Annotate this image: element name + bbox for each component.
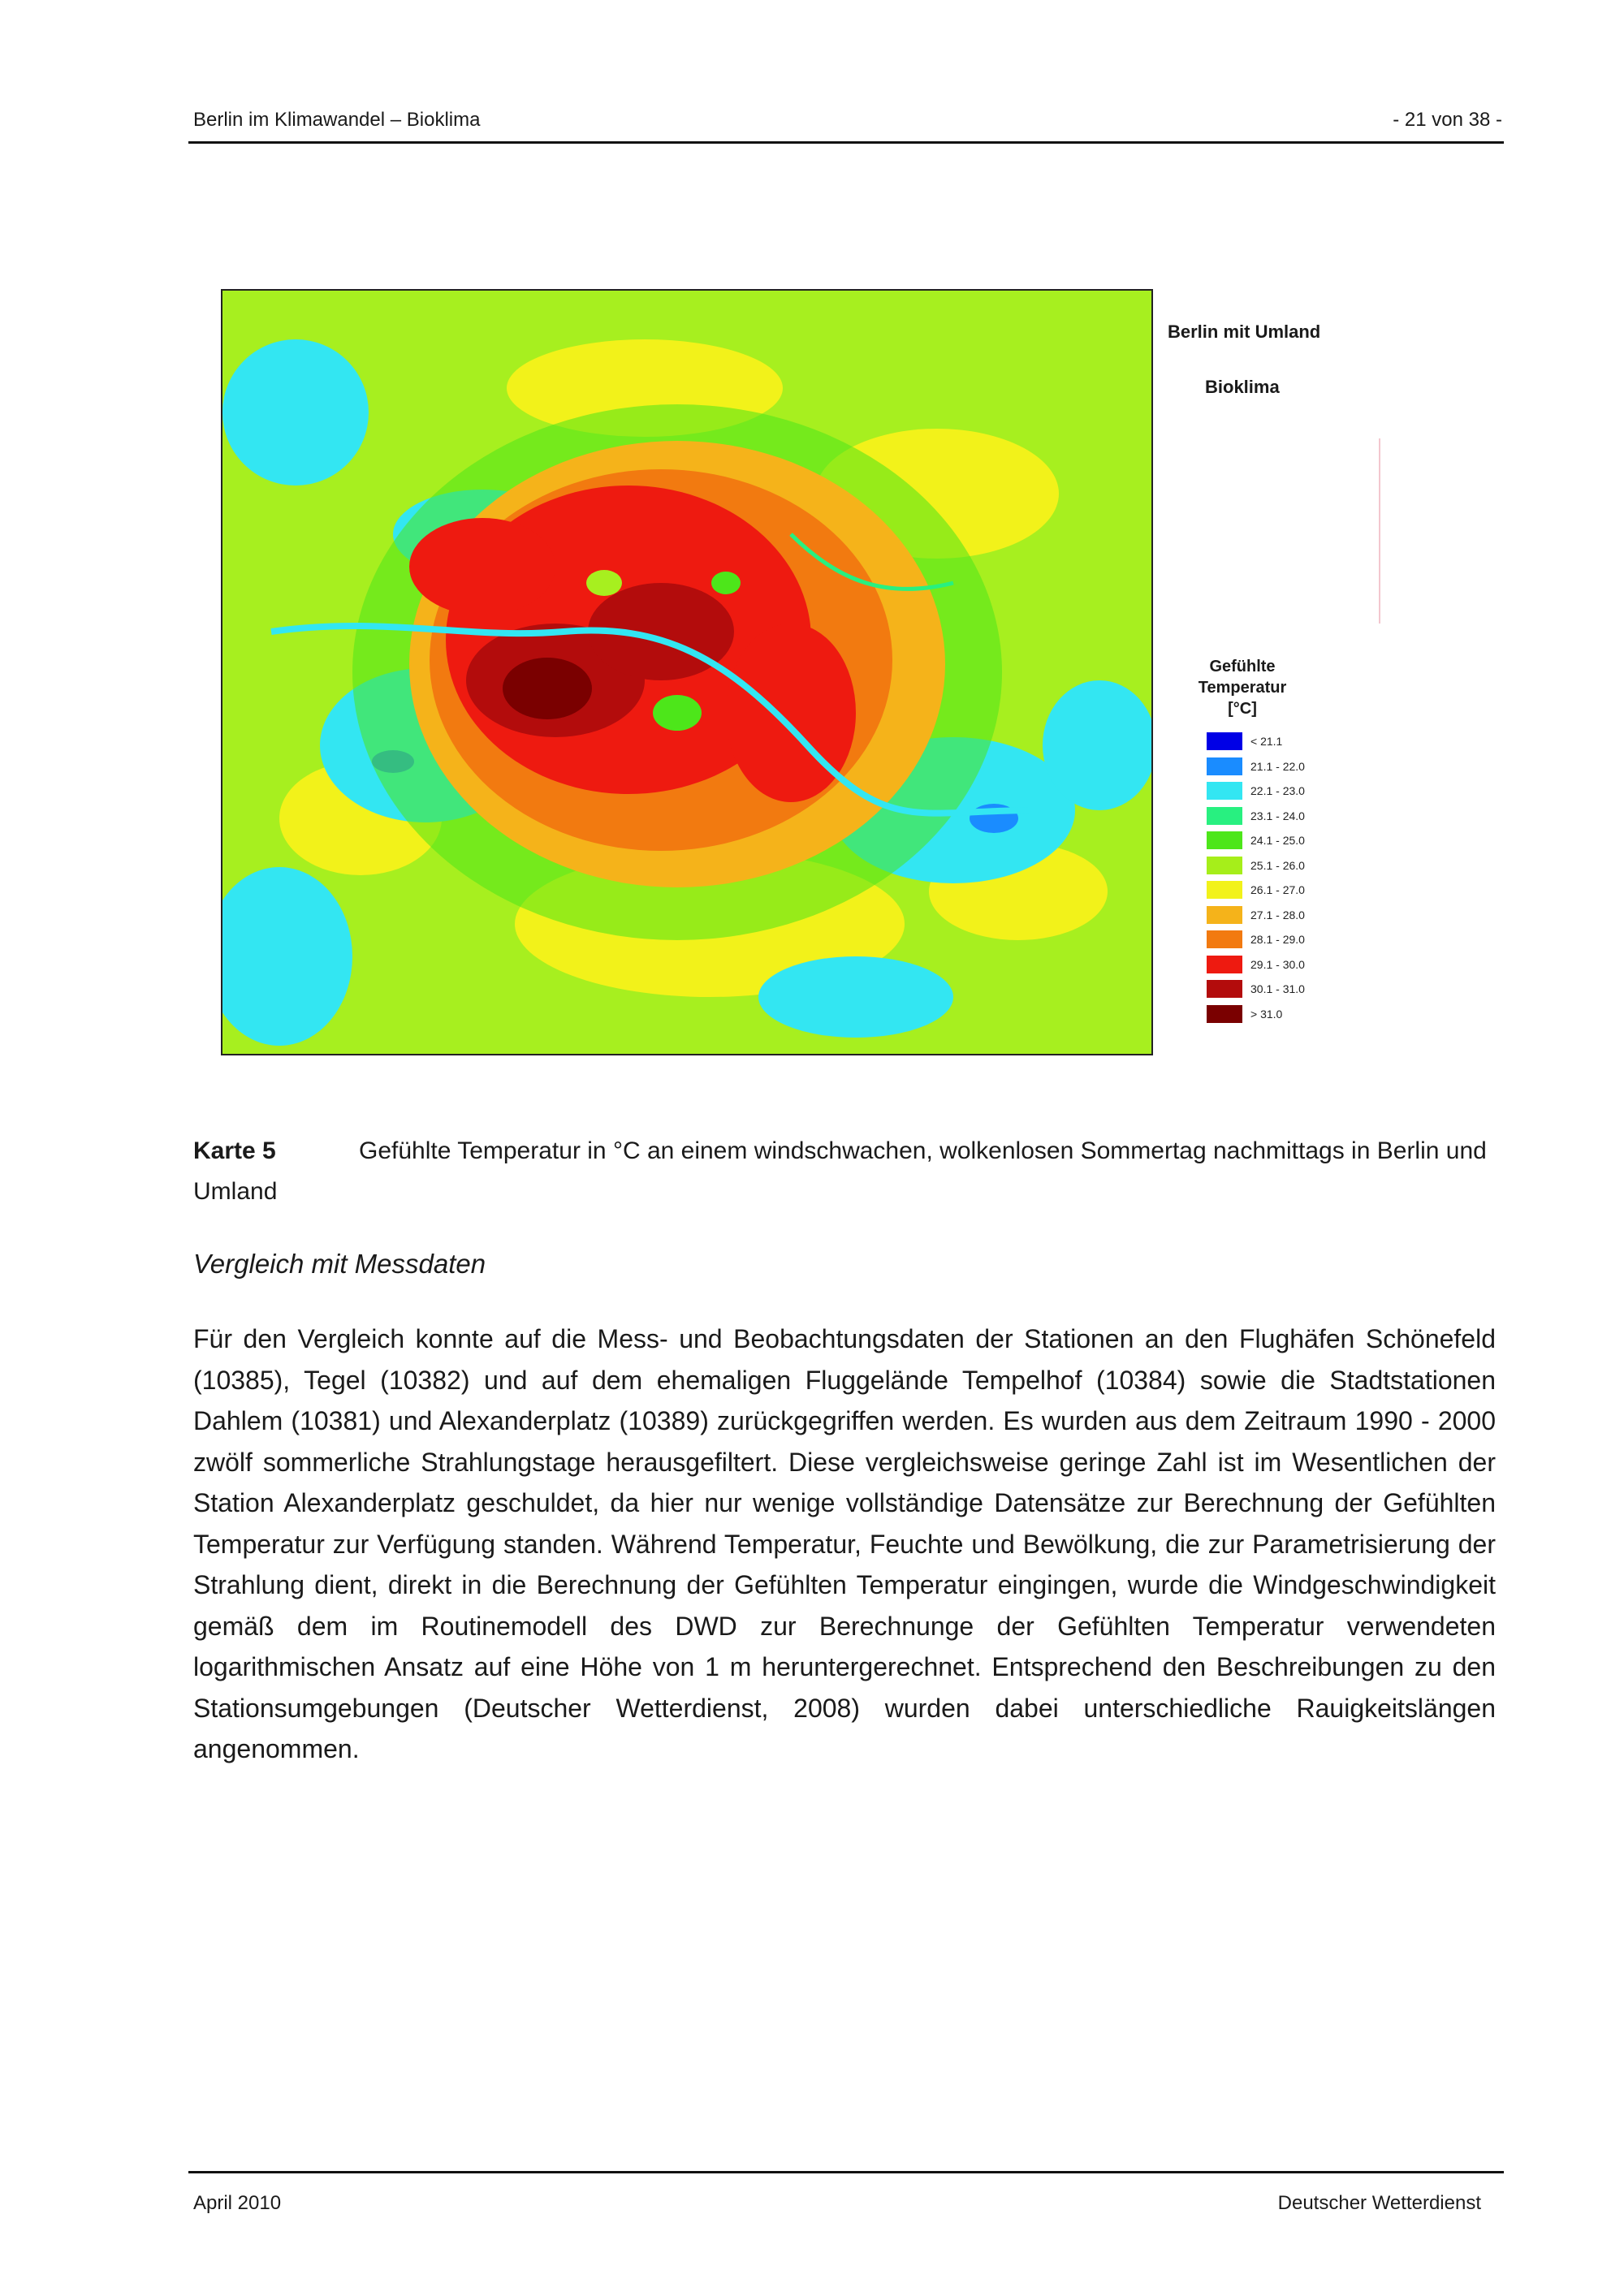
legend-title-line1: Gefühlte (1209, 658, 1276, 675)
legend-label: 22.1 - 23.0 (1250, 784, 1305, 798)
map-park (653, 695, 702, 731)
legend-swatch (1207, 1005, 1242, 1023)
bioklima-map-graphic (222, 291, 1153, 1055)
map-park (711, 572, 741, 594)
legend-swatch (1207, 857, 1242, 874)
footer-publisher: Deutscher Wetterdienst (1277, 2192, 1481, 2214)
legend-item (1207, 927, 1305, 952)
legend-label: 25.1 - 26.0 (1250, 858, 1305, 872)
page-header (193, 109, 1502, 141)
legend-label: 23.1 - 24.0 (1250, 809, 1305, 822)
legend-swatch (1207, 881, 1242, 899)
legend-swatch (1207, 782, 1242, 800)
legend-label: 26.1 - 27.0 (1250, 883, 1305, 897)
legend-swatch (1207, 930, 1242, 948)
legend-unit: [°C] (1228, 700, 1257, 718)
legend-swatch (1207, 757, 1242, 775)
legend-item (1207, 878, 1305, 903)
footer-date: April 2010 (193, 2192, 282, 2214)
legend-label: 29.1 - 30.0 (1250, 957, 1305, 971)
legend-item (1207, 828, 1305, 853)
map-zone-cyan (1043, 680, 1153, 810)
legend-swatch (1207, 807, 1242, 825)
map-zone-cyan (758, 956, 953, 1038)
legend-label: 30.1 - 31.0 (1250, 982, 1305, 996)
legend-swatch (1207, 732, 1242, 750)
legend-label: < 21.1 (1250, 735, 1283, 749)
map-zone-red (409, 518, 555, 615)
map-zone-cyan (222, 339, 369, 486)
legend-item (1207, 977, 1305, 1002)
legend-label: 24.1 - 25.0 (1250, 834, 1305, 848)
map-title: Berlin mit Umland (1168, 322, 1321, 342)
legend-list (1207, 729, 1305, 1026)
legend-item (1207, 1002, 1305, 1027)
legend-swatch (1207, 906, 1242, 924)
legend-label: 28.1 - 29.0 (1250, 933, 1305, 947)
legend-item (1207, 729, 1305, 754)
legend-item (1207, 754, 1305, 779)
map-park (586, 570, 622, 596)
header-page-number: - 21 von 38 - (1393, 109, 1502, 131)
legend-swatch (1207, 980, 1242, 998)
legend-swatch (1207, 831, 1242, 849)
legend-label: 21.1 - 22.0 (1250, 759, 1305, 773)
decorative-line (1379, 438, 1380, 624)
footer-rule (188, 2171, 1504, 2173)
figure-caption (193, 1131, 1496, 1212)
legend-item (1207, 952, 1305, 978)
legend-heading (1186, 656, 1299, 719)
section-heading: Vergleich mit Messdaten (193, 1249, 486, 1279)
legend-item (1207, 779, 1305, 804)
header-rule (188, 141, 1504, 144)
legend-title-line2: Temperatur (1198, 679, 1287, 697)
map-zone-maroon (503, 658, 592, 719)
legend-swatch (1207, 956, 1242, 973)
legend-item (1207, 804, 1305, 829)
header-document-title: Berlin im Klimawandel – Bioklima (193, 109, 481, 131)
caption-label: Karte 5 (193, 1137, 276, 1164)
caption-text: Gefühlte Temperatur in °C an einem windschwachen, wolkenlosen Sommertag nachmittags in Berlin und Umland (193, 1137, 1487, 1205)
legend-item (1207, 903, 1305, 928)
bioklima-map (221, 289, 1153, 1055)
legend-label: 27.1 - 28.0 (1250, 908, 1305, 921)
body-paragraph: Für den Vergleich konnte auf die Mess- und Beobachtungsdaten der Stationen an den Flughäfen Schönefeld (10385), Tegel (10382) und auf dem ehemaligen Fluggelände Tempelhof (10384) sowie die Stadtstationen Dahlem (10381) und Alexanderplatz (10389) zurückgegriffen werden. Es wurden aus dem Zeitraum 1990 - 2000 zwölf sommerliche Strahlungstage herausgefiltert. Diese vergleichsweise geringe Zahl ist im Wesentlichen der Station Alexanderplatz geschuldet, da hier nur wenige vollständige Datensätze zur Berechnung der Gefühlten Temperatur zur Verfügung standen. Während Temperatur, Feuchte und Bewölkung, die zur Parametrisierung der Strahlung dient, direkt in die Berechnung der Gefühlten Temperatur eingingen, wurde die Windgeschwindigkeit gemäß dem im Routinemodell des DWD zur Berechnunge der Gefühlten Temperatur verwendeten logarithmischen Ansatz auf eine Höhe von 1 m heruntergerechnet. Entsprechend den Beschreibungen zu den Stationsumgebungen (Deutscher Wetterdienst, 2008) wurden dabei unterschiedliche Rauigkeitslängen angenommen. (193, 1324, 1496, 1763)
map-subtitle: Bioklima (1205, 377, 1280, 397)
legend-label: > 31.0 (1250, 1007, 1283, 1021)
legend-item (1207, 853, 1305, 878)
